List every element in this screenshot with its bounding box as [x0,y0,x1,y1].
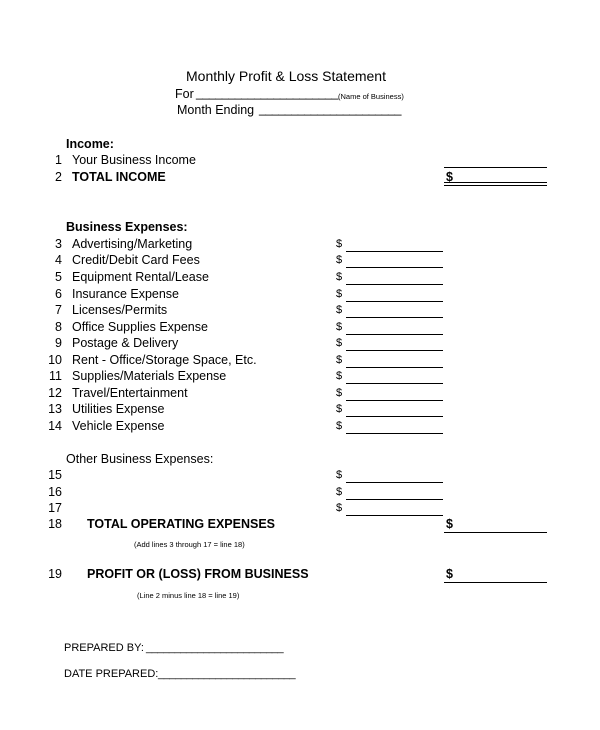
profit-loss-label: PROFIT OR (LOSS) FROM BUSINESS [87,567,309,581]
expense-amount-field[interactable] [346,367,443,368]
line-label: Travel/Entertainment [72,386,188,400]
profit-loss-note: (Line 2 minus line 18 = line 19) [137,591,240,600]
line-label: Licenses/Permits [72,303,168,317]
business-name-field[interactable]: ______________________ [196,86,338,100]
line-number: 6 [55,287,62,301]
line-label: Office Supplies Expense [72,320,208,334]
prepared-by-field[interactable]: ________________________ [146,642,284,654]
line-number: 1 [55,153,62,167]
total-operating-note: (Add lines 3 through 17 = line 18) [134,540,245,549]
line-number: 9 [55,336,62,350]
line-number: 10 [48,353,62,367]
expense-amount-field[interactable] [346,301,443,302]
line-number: 19 [48,567,62,581]
expense-amount-field[interactable] [346,383,443,384]
page-title: Monthly Profit & Loss Statement [186,68,386,84]
currency-symbol: $ [446,517,453,531]
line-label: Insurance Expense [72,287,180,301]
line-number: 16 [48,485,62,499]
expense-amount-field[interactable] [346,334,443,335]
line-number: 14 [48,419,62,433]
line-number: 13 [48,402,62,416]
line-label: Advertising/Marketing [72,237,193,251]
currency-symbol: $ [446,567,453,581]
line-number: 18 [48,517,62,531]
other-expense-amount-field[interactable] [346,499,443,500]
expense-amount-field[interactable] [346,284,443,285]
currency-symbol: $ [336,354,343,366]
currency-symbol: $ [336,502,343,514]
currency-symbol: $ [336,337,343,349]
total-operating-expenses-label: TOTAL OPERATING EXPENSES [87,517,275,531]
line-number: 7 [55,303,62,317]
line-label: Rent - Office/Storage Space, Etc. [72,353,257,367]
line-label: Supplies/Materials Expense [72,369,227,383]
currency-symbol: $ [336,469,343,481]
currency-symbol: $ [336,238,343,250]
total-operating-expenses-field[interactable] [444,532,547,533]
line-label: Utilities Expense [72,402,165,416]
line-label: Credit/Debit Card Fees [72,253,200,267]
currency-symbol: $ [336,403,343,415]
expense-amount-field[interactable] [346,251,443,252]
business-name-hint: (Name of Business) [338,92,404,101]
date-prepared-label: DATE PREPARED: [64,668,159,680]
income-heading: Income: [66,137,114,151]
line-number: 3 [55,237,62,251]
expense-amount-field[interactable] [346,350,443,351]
prepared-by-label: PREPARED BY: [64,642,144,654]
currency-symbol: $ [336,254,343,266]
line-label: Equipment Rental/Lease [72,270,209,284]
expense-amount-field[interactable] [346,317,443,318]
line-number: 4 [55,253,62,267]
currency-symbol: $ [446,170,453,184]
currency-symbol: $ [336,304,343,316]
total-income-field[interactable] [444,182,547,186]
expense-amount-field[interactable] [346,433,443,434]
currency-symbol: $ [336,288,343,300]
line-number: 5 [55,270,62,284]
expense-amount-field[interactable] [346,400,443,401]
income-amount-field[interactable] [444,167,547,168]
currency-symbol: $ [336,486,343,498]
total-income-label: TOTAL INCOME [72,170,166,184]
expenses-heading: Business Expenses: [66,220,188,234]
currency-symbol: $ [336,370,343,382]
line-number: 12 [48,386,62,400]
expense-amount-field[interactable] [346,416,443,417]
currency-symbol: $ [336,387,343,399]
currency-symbol: $ [336,321,343,333]
other-expense-amount-field[interactable] [346,515,443,516]
line-number: 2 [55,170,62,184]
currency-symbol: $ [336,420,343,432]
line-number: 11 [49,369,62,383]
line-number: 17 [48,501,62,515]
for-label: For [175,87,194,101]
date-prepared-field[interactable]: ________________________ [158,668,296,680]
month-ending-label: Month Ending [177,103,255,117]
month-ending-field[interactable]: ______________________ [259,102,401,116]
line-number: 15 [48,468,62,482]
other-expenses-heading: Other Business Expenses: [66,452,214,466]
currency-symbol: $ [336,271,343,283]
line-label: Vehicle Expense [72,419,165,433]
expense-amount-field[interactable] [346,267,443,268]
line-label: Your Business Income [72,153,196,167]
profit-loss-field[interactable] [444,582,547,583]
line-number: 8 [55,320,62,334]
other-expense-amount-field[interactable] [346,482,443,483]
line-label: Postage & Delivery [72,336,179,350]
